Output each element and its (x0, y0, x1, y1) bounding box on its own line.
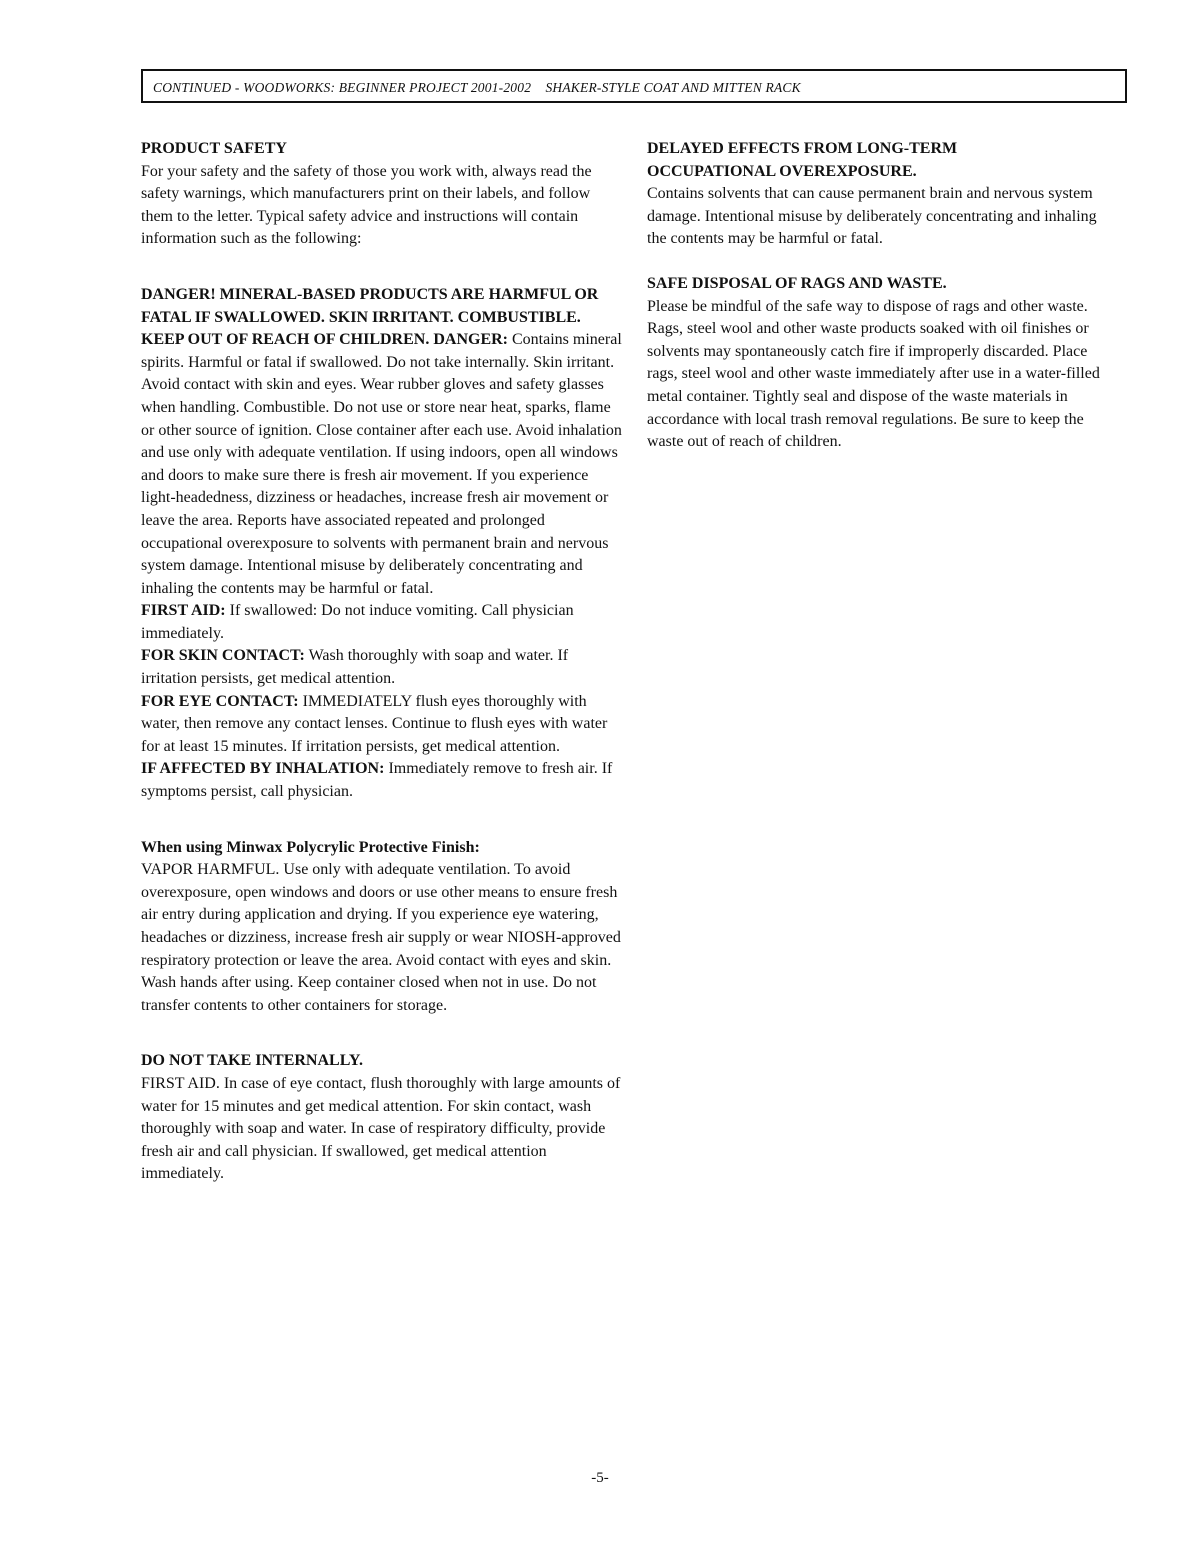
skin-contact-text: Wash thoroughly with soap and water. If irritation persists, get medical attention. (141, 647, 569, 688)
danger-body: Contains mineral spirits. Harmful or fatal if swallowed. Do not take internally. Skin irritant. Avoid contact with skin and eyes. Wear rubber gloves and safety glasses when handling. Combustible. Do not use or store near heat, sparks, flame or other source of ignition. Close container after each use. Avoid inhalation and use only with adequate ventilation. If using indoors, open all windows and doors to make sure there is fresh air movement. If you experience light-headedness, dizziness or headaches, increase fresh air movement or leave the area. Reports have associated repeated and prolonged occupational overexposure to solvents with permanent brain and nervous system damage. Intentional misuse by deliberately concentrating and inhaling the contents may be harmful or fatal. (141, 331, 622, 597)
page-number: -5- (591, 1470, 609, 1486)
safe-disposal-body: Please be mindful of the safe way to dispose of rags and other waste. Rags, steel wool and other waste products soaked with oil finishes or solvents may spontaneously catch fire if improperly discarded. Place rags, steel wool and other waste immediately after use in a water-filled metal container. Tightly seal and dispose of the waste materials in accordance with local trash removal regulations. Be sure to keep the waste out of reach of children. (647, 297, 1100, 451)
right-column (647, 138, 1117, 476)
eye-contact-caps: IMMEDIATELY (298, 692, 412, 710)
safe-disposal-section (647, 273, 1117, 454)
skin-contact-label: FOR SKIN CONTACT: (141, 647, 305, 665)
first-aid-paragraph (141, 600, 626, 645)
eye-contact-paragraph (141, 691, 626, 759)
first-aid-label: FIRST AID: (141, 602, 226, 620)
inhalation-paragraph (141, 758, 626, 803)
product-safety-section (141, 138, 626, 251)
delayed-effects-body: Contains solvents that can cause permanent brain and nervous system damage. Intentional misuse by deliberately concentrating and inhaling the contents may be harmful or fatal. (647, 185, 1097, 248)
polycrylic-body: VAPOR HARMFUL. Use only with adequate ventilation. To avoid overexposure, open windows and doors or use other means to ensure fresh air entry during application and drying. If you experience eye watering, headaches or dizziness, increase fresh air supply or wear NIOSH-approved respiratory protection or leave the area. Avoid contact with eyes and skin. Wash hands after using. Keep container closed when not in use. Do not transfer contents to other containers for storage. (141, 861, 621, 1014)
polycrylic-section (141, 837, 626, 1018)
do-not-take-internally-heading: DO NOT TAKE INTERNALLY. (141, 1052, 363, 1070)
eye-contact-text: flush eyes thoroughly with water, then remove any contact lenses. Continue to flush eyes with water for at least 15 minutes. If irritation persists, get medical attention. (141, 692, 608, 755)
eye-contact-label: FOR EYE CONTACT: (141, 692, 299, 710)
first-aid-text: If swallowed: Do not induce vomiting. Call physician immediately. (141, 602, 574, 642)
inhalation-text: Immediately remove to fresh air. If symptoms persist, call physician. (141, 760, 613, 801)
polycrylic-heading: When using Minwax Polycrylic Protective Finish: (141, 838, 480, 856)
delayed-effects-heading: DELAYED EFFECTS FROM LONG-TERM OCCUPATIONAL OVEREXPOSURE. (647, 140, 958, 180)
inhalation-label: IF AFFECTED BY INHALATION: (141, 760, 385, 778)
danger-section (141, 284, 626, 804)
skin-contact-paragraph (141, 645, 626, 690)
do-not-take-internally-body: FIRST AID. In case of eye contact, flush thoroughly with large amounts of water for 15 minutes and get medical attention. For skin contact, wash thoroughly with soap and water. In case of respiratory difficulty, provide fresh air and call physician. If swallowed, get medical attention immediately. (141, 1074, 621, 1183)
danger-heading: DANGER! MINERAL-BASED PRODUCTS ARE HARMFUL OR FATAL IF SWALLOWED. SKIN IRRITANT. COMBUSTIBLE. KEEP OUT OF REACH OF CHILDREN. DANGER: (141, 285, 599, 349)
running-header (141, 69, 1127, 103)
safe-disposal-heading: SAFE DISPOSAL OF RAGS AND WASTE. (647, 274, 947, 292)
product-safety-heading: PRODUCT SAFETY (141, 140, 287, 157)
do-not-take-internally-section (141, 1050, 626, 1186)
delayed-effects-section (647, 138, 1117, 251)
product-safety-body: For your safety and the safety of those you work with, always read the safety warnings, which manufacturers print on their labels, and follow them to the letter. Typical safety advice and instructions will contain information such as the following: (141, 162, 592, 248)
running-header-text: CONTINUED - WOODWORKS: BEGINNER PROJECT 2001-2002 SHAKER-STYLE COAT AND MITTEN RACK (153, 80, 801, 95)
danger-paragraph (141, 284, 626, 600)
left-column (141, 138, 626, 1208)
